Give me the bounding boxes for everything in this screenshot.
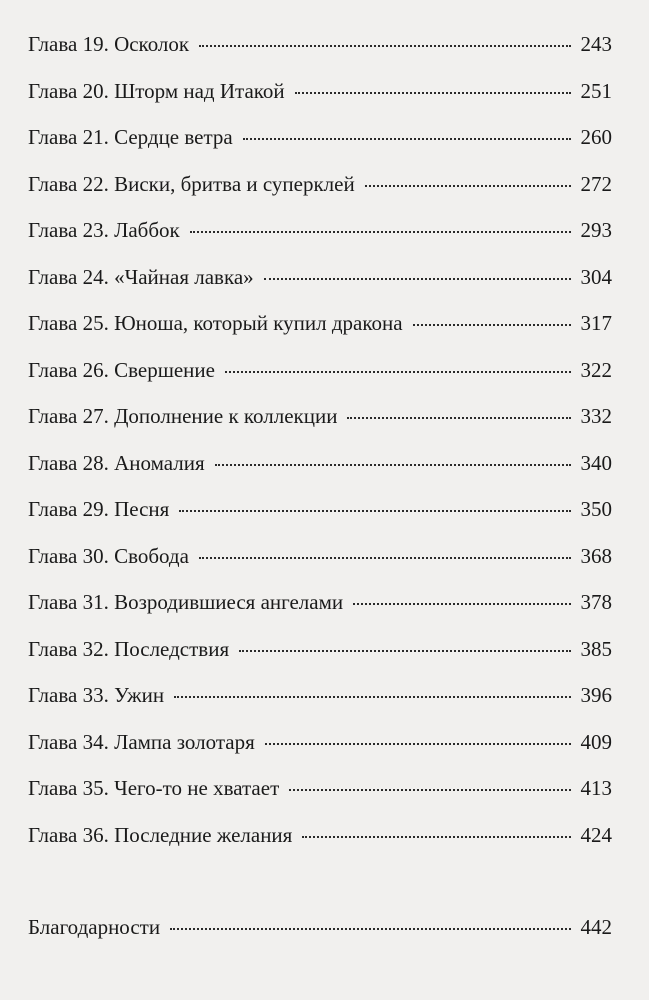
dot-leader [174, 696, 570, 698]
toc-entry-title: Глава 26. Свершение [28, 357, 215, 382]
toc-entry-19[interactable] [28, 30, 612, 77]
dot-leader [239, 650, 570, 652]
toc-entry-page: 332 [580, 404, 612, 428]
dot-leader [353, 603, 570, 605]
toc-entry-26[interactable] [28, 356, 612, 403]
toc-entry-page: 293 [580, 218, 612, 242]
toc-entry-22[interactable] [28, 170, 612, 217]
dot-leader [302, 836, 570, 838]
toc-entry-acknowledgements[interactable] [28, 913, 612, 960]
table-of-contents [28, 30, 612, 960]
toc-entry-title: Глава 22. Виски, бритва и суперклей [28, 171, 355, 196]
toc-entry-page: 396 [580, 683, 612, 707]
toc-entry-title: Глава 27. Дополнение к коллекции [28, 404, 338, 428]
toc-entry-title: Глава 31. Возродившиеся ангелами [28, 590, 344, 614]
toc-entry-25[interactable] [28, 309, 612, 356]
toc-entry-page: 304 [580, 264, 612, 289]
toc-entry-36[interactable] [28, 821, 612, 868]
toc-entry-33[interactable] [28, 681, 612, 728]
toc-entry-page: 243 [580, 32, 612, 56]
toc-entry-21[interactable] [28, 123, 612, 170]
toc-entry-20[interactable] [28, 77, 612, 124]
toc-entry-24[interactable] [28, 263, 612, 310]
toc-entry-page: 317 [580, 311, 612, 335]
toc-entry-title: Глава 28. Аномалия [28, 450, 205, 475]
toc-entry-29[interactable] [28, 495, 612, 542]
toc-entry-title: Глава 20. Шторм над Итакой [28, 78, 285, 103]
toc-entry-title: Глава 24. «Чайная лавка» [28, 264, 254, 289]
dot-leader [215, 464, 571, 466]
toc-entry-page: 251 [580, 78, 612, 103]
dot-leader [347, 417, 570, 419]
dot-leader [295, 92, 571, 94]
toc-entry-30[interactable] [28, 542, 612, 589]
toc-entry-35[interactable] [28, 774, 612, 821]
dot-leader [179, 510, 570, 512]
dot-leader [289, 789, 570, 791]
toc-entry-page: 322 [580, 357, 612, 382]
toc-entry-page: 260 [580, 125, 612, 149]
dot-leader [264, 278, 571, 280]
toc-entry-27[interactable] [28, 402, 612, 449]
toc-entry-34[interactable] [28, 728, 612, 775]
toc-entry-title: Благодарности [28, 915, 161, 939]
toc-entry-page: 350 [580, 497, 612, 521]
toc-entry-28[interactable] [28, 449, 612, 496]
toc-entry-page: 368 [580, 543, 612, 568]
toc-entry-page: 385 [580, 636, 612, 661]
toc-entry-page: 340 [580, 450, 612, 475]
toc-entry-page: 409 [580, 729, 612, 754]
toc-entry-title: Глава 32. Последствия [28, 636, 230, 661]
toc-entry-title: Глава 36. Последние желания [28, 822, 293, 847]
toc-entry-page: 424 [580, 822, 612, 847]
toc-entry-title: Глава 35. Чего-то не хватает [28, 776, 280, 800]
dot-leader [199, 45, 570, 47]
toc-entry-title: Глава 30. Свобода [28, 543, 189, 568]
toc-entry-title: Глава 34. Лампа золотаря [28, 729, 255, 754]
dot-leader [265, 743, 571, 745]
toc-entry-title: Глава 19. Осколок [28, 32, 190, 56]
dot-leader [243, 138, 571, 140]
toc-entry-23[interactable] [28, 216, 612, 263]
toc-entry-page: 442 [580, 915, 612, 939]
toc-entry-page: 378 [580, 590, 612, 614]
dot-leader [225, 371, 571, 373]
toc-entry-page: 272 [580, 171, 612, 196]
dot-leader [199, 557, 571, 559]
dot-leader [413, 324, 571, 326]
toc-entry-title: Глава 33. Ужин [28, 683, 165, 707]
toc-entry-title: Глава 29. Песня [28, 497, 170, 521]
dot-leader [190, 231, 571, 233]
toc-entry-32[interactable] [28, 635, 612, 682]
dot-leader [170, 928, 570, 930]
toc-entry-title: Глава 25. Юноша, который купил дракона [28, 311, 403, 335]
toc-entry-31[interactable] [28, 588, 612, 635]
dot-leader [365, 185, 571, 187]
toc-entry-title: Глава 21. Сердце ветра [28, 125, 233, 149]
toc-entry-page: 413 [580, 776, 612, 800]
toc-entry-title: Глава 23. Лаббок [28, 218, 180, 242]
